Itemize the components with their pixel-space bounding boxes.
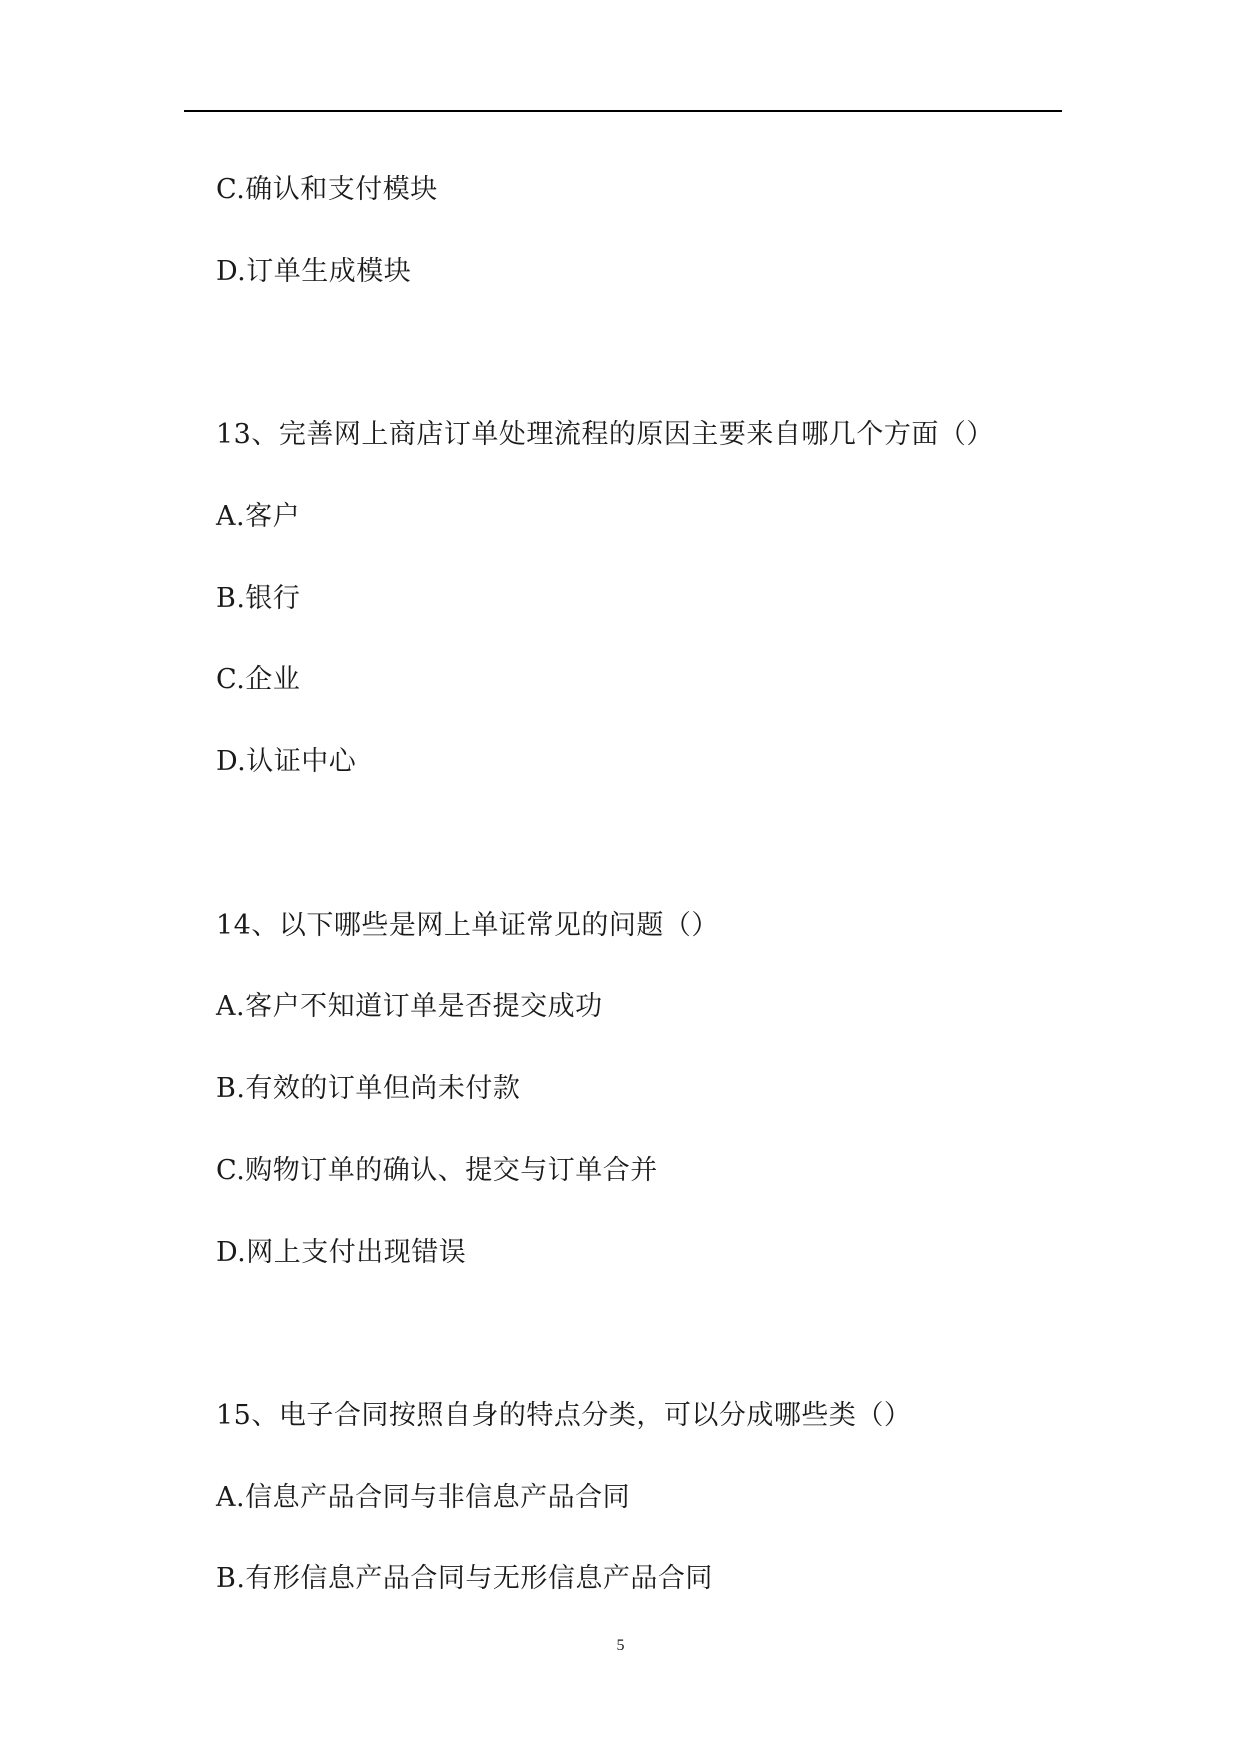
- header-rule: [184, 110, 1062, 112]
- q13-option-d: D.认证中心: [216, 746, 357, 777]
- q15-stem: 15、电子合同按照自身的特点分类，可以分成哪些类（）: [216, 1400, 912, 1431]
- q14-option-a: A.客户不知道订单是否提交成功: [216, 991, 603, 1022]
- q14-stem: 14、以下哪些是网上单证常见的问题（）: [216, 910, 719, 941]
- q14-option-d: D.网上支付出现错误: [216, 1237, 467, 1268]
- q13-option-a: A.客户: [216, 501, 301, 532]
- q13-option-b: B.银行: [216, 583, 301, 614]
- page-number: 5: [616, 1637, 625, 1654]
- q13-stem: 13、完善网上商店订单处理流程的原因主要来自哪几个方面（）: [216, 419, 994, 450]
- q15-option-a: A.信息产品合同与非信息产品合同: [216, 1482, 631, 1513]
- q12-option-d: D.订单生成模块: [216, 256, 412, 287]
- q14-option-b: B.有效的订单但尚未付款: [216, 1073, 521, 1104]
- q15-option-b: B.有形信息产品合同与无形信息产品合同: [216, 1563, 713, 1594]
- q14-option-c: C.购物订单的确认、提交与订单合并: [216, 1155, 658, 1186]
- q13-option-c: C.企业: [216, 664, 301, 695]
- q12-option-c: C.确认和支付模块: [216, 174, 438, 205]
